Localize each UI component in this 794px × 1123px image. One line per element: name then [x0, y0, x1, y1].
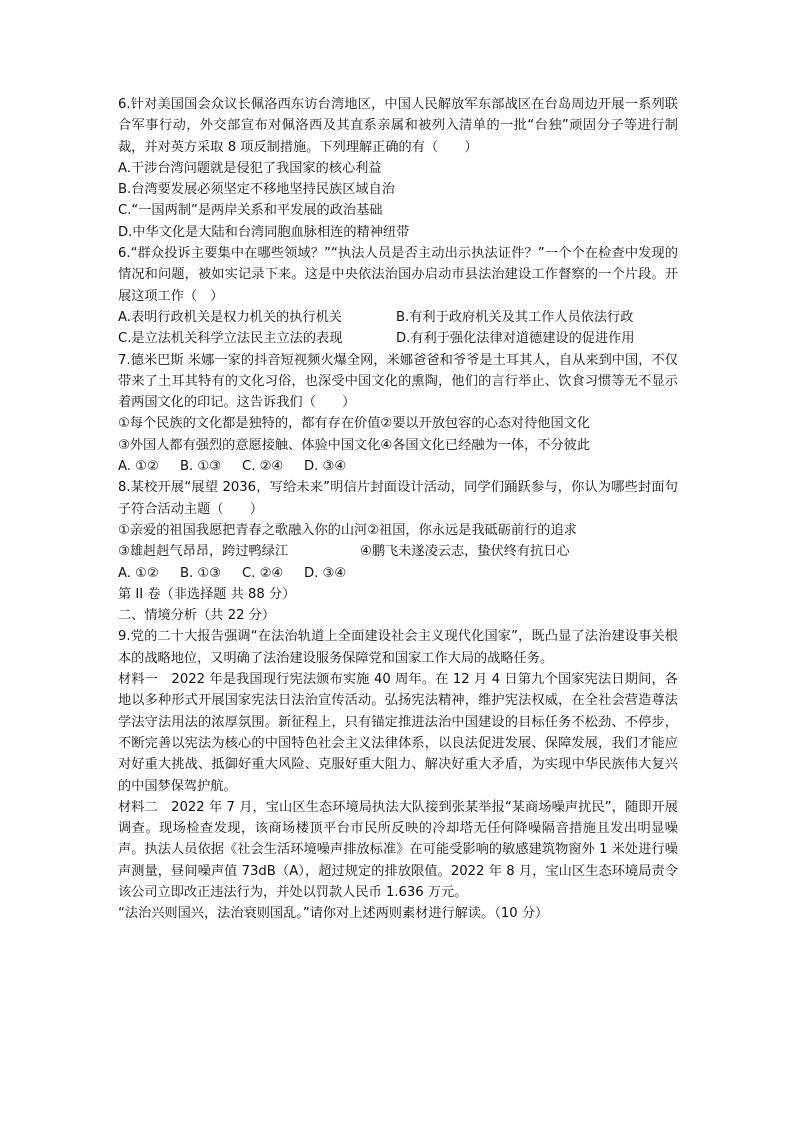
q6-option-b: B.台湾要发展必须坚定不移地坚持民族区域自治	[118, 182, 395, 198]
q7-items-row1	[118, 413, 678, 434]
q8-choice-c: C. ②④	[242, 565, 284, 581]
q8-stem: 8.某校开展“展望 2036，写给未来”明信片封面设计活动，同学们踊跃参与，你认为哪些封面句子符合活动主题（ ）	[118, 480, 678, 517]
section2-title: 第 II 卷（非选择题 共 88 分）	[118, 586, 296, 602]
q6b-stem: 6.“群众投诉主要集中在哪些领域？”“执法人员是否主动出示执法证件？”一个个在检查中发现的情况和问题，被如实记录下来。这是中央依法治国办启动市县法治建设工作督察的一个片段。开展这项工作（ ）	[118, 246, 678, 304]
q9-material2: 材料二 2022 年 7 月，宝山区生态环境局执法大队接到张某举报“某商场噪声扰民”，随即开展调查。现场检查发现，该商场楼顶平台市民所反映的冷却塔无任何降噪隔音措施且发出明显噪声。执法人员依据《社会生活环境噪声排放标准》在可能受影响的敏感建筑物窗外 1 米处进行噪声测量，昼间噪声值 73dB（A），超过规定的排放限值。2022 年 8 月，宝山区生态环境局责令该公司立即改正违法行为，并处以罚款人民币 1.636 万元。	[118, 799, 678, 900]
q8-choice-a: A. ①②	[118, 565, 159, 581]
q9-material1: 材料一 2022 年是我国现行宪法颁布实施 40 周年。在 12 月 4 日第九个国家宪法日期间，各地以多种形式开展国家宪法日法治宣传活动。弘扬宪法精神，维护宪法权威，在全社会营造尊法学法守法用法的浓厚氛围。新征程上，只有锚定推进法治中国建设的目标任务不松劲、不停步，不断完善以宪法为核心的中国特色社会主义法律体系，以良法促进发展、保障发展，我们才能应对好重大挑战、抵御好重大风险、克服好重大阻力、解决好重大矛盾，为实现中华民族伟大复兴的中国梦保驾护航。	[118, 672, 678, 794]
q9-question: “法治兴则国兴，法治衰则国乱。”请你对上述两则素材进行解读。（10 分）	[118, 906, 549, 922]
q7-item-3: ③外国人都有强烈的意愿接触、体验中国文化	[118, 437, 381, 453]
q7-item-1: ①每个民族的文化都是独特的，都有存在价值	[118, 416, 381, 432]
q6b-option-b: B.有利于政府机关及其工作人员依法行政	[396, 309, 634, 325]
q8-item-4: ④鹏飞未遂凌云志，蛰伏终有抗日心	[360, 544, 570, 560]
q6b-option-a: A.表明行政机关是权力机关的执行机关	[118, 309, 342, 325]
q6b-options-row1	[118, 307, 678, 328]
exam-page	[118, 94, 678, 925]
q6-stem: 6.针对美国国会众议长佩洛西东访台湾地区，中国人民解放军东部战区在台岛周边开展一系列联合军事行动，外交部宣布对佩洛西及其直系亲属和被列入清单的一批“台独”顽固分子等进行制裁，并对英方采取 8 项反制措施。下列理解正确的有（ ）	[118, 97, 678, 155]
q7-item-2: ②要以开放包容的心态对待他国文化	[380, 416, 591, 432]
q6-option-c: C.“一国两制”是两岸关系和平发展的政治基础	[118, 203, 383, 219]
q8-item-2: ②祖国，你永远是我砥砺前行的追求	[367, 522, 577, 538]
q8-choice-b: B. ①③	[180, 565, 222, 581]
q7-stem: 7.德米巴斯 米娜一家的抖音短视频火爆全网，米娜爸爸和爷爷是土耳其人，自从来到中国，不仅带来了土耳其特有的文化习俗，也深受中国文化的熏陶，他们的言行举止、饮食习惯等无不显示着两国文化的印记。这告诉我们（ ）	[118, 352, 678, 411]
q7-choice-a: A. ①②	[118, 459, 159, 475]
q7-items-row2	[118, 435, 678, 456]
q8-choice-d: D. ③④	[304, 565, 347, 581]
q9-intro: 9.党的二十大报告强调“在法治轨道上全面建设社会主义现代化国家”，既凸显了法治建设事关根本的战略地位，又明确了法治建设服务保障党和国家工作大局的战略任务。	[118, 629, 678, 666]
q6-option-a: A.干涉台湾问题就是侵犯了我国家的核心利益	[118, 160, 382, 176]
q7-choice-b: B. ①③	[180, 459, 222, 475]
q7-choice-c: C. ②④	[242, 459, 284, 475]
q7-choice-d: D. ③④	[304, 459, 347, 475]
q6b-option-d: D.有利于强化法律对道德建设的促进作用	[396, 331, 635, 347]
q7-item-4: ④各国文化已经融为一体，不分彼此	[380, 437, 591, 453]
q6b-options-row2	[118, 328, 678, 349]
part2-title: 二、情境分析（共 22 分）	[118, 608, 276, 624]
q6b-option-c: C.是立法机关科学立法民主立法的表现	[118, 331, 343, 347]
q7-choices	[118, 456, 678, 477]
q8-items-row2	[118, 541, 678, 562]
q8-item-1: ①亲爱的祖国我愿把青春之歌融入你的山河	[118, 522, 368, 538]
q6-option-d: D.中华文化是大陆和台湾同胞血脉相连的精神纽带	[118, 224, 410, 240]
q8-item-3: ③雄赳赳气昂昂，跨过鸭绿江	[118, 544, 289, 560]
q8-items-row1	[118, 520, 678, 541]
q8-choices	[118, 563, 678, 584]
